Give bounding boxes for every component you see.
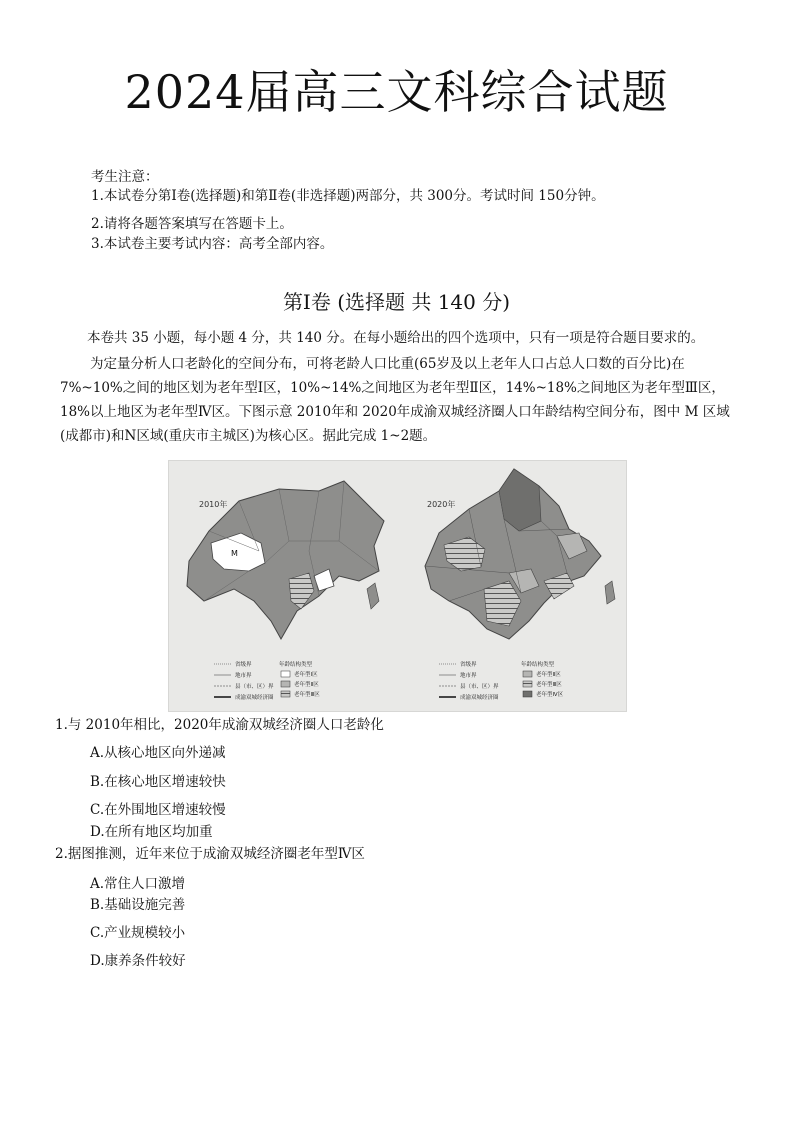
question-1-option-a: A.从核心地区向外递减 <box>90 745 226 761</box>
legend-right-boundary-3: 县（市、区）界 <box>460 684 499 690</box>
section-intro: 本卷共 35 小题，每小题 4 分，共 140 分。在每小题给出的四个选项中，只有一项是符合题目要求的。 <box>87 330 705 346</box>
question-1-stem: 1.与 2010年相比，2020年成渝双城经济圈人口老龄化 <box>55 717 384 733</box>
legend-right-types-heading: 年龄结构类型 <box>521 662 555 668</box>
question-context: 为定量分析人口老龄化的空间分布，可将老龄人口比重(65岁及以上老年人口占总人口数的百分比)在 7%~10%之间的地区划为老年型Ⅰ区，10%~14%之间地区为老年型Ⅱ区，14%~18%之间地区为老年型Ⅲ区，18%以上地区为老年型Ⅳ区。下图示意 2010年和 2020年成渝双城经济圈人口年龄结构空间分布，图中 M 区域(成都市)和N区域(重庆市主城区)为核心区。据此完成 1~2题。 <box>60 356 730 444</box>
question-2-stem: 2.据图推测，近年来位于成渝双城经济圈老年型Ⅳ区 <box>55 846 365 862</box>
legend-right-type-1: 老年型Ⅱ区 <box>536 672 561 678</box>
legend-left-types-heading: 年龄结构类型 <box>279 662 313 668</box>
legend-right-boundary-1: 省级界 <box>460 662 477 668</box>
legend-left-swatch-2 <box>281 681 290 687</box>
question-2-option-c: C.产业规模较小 <box>90 925 186 941</box>
notice-heading: 考生注意： <box>91 169 159 185</box>
population-age-map-figure <box>168 460 627 712</box>
legend-right-type-2: 老年型Ⅲ区 <box>536 682 562 688</box>
legend-left-swatch-1 <box>281 671 290 677</box>
notice-item-3: 3.本试卷主要考试内容：高考全部内容。 <box>91 236 334 252</box>
map-2020-island <box>605 581 615 604</box>
map-2010-m-label: M <box>231 549 238 558</box>
legend-right-boundary-4: 成渝双城经济圈 <box>460 695 499 701</box>
exam-title: 2024届高三文科综合试题 <box>124 65 669 119</box>
legend-left-boundary-4: 成渝双城经济圈 <box>235 695 274 701</box>
notice-item-1: 1.本试卷分第Ⅰ卷(选择题)和第Ⅱ卷(非选择题)两部分，共 300分。考试时间 150分钟。 <box>91 188 605 204</box>
question-2-option-d: D.康养条件较好 <box>90 953 186 969</box>
legend-right-swatch-2 <box>523 681 532 687</box>
section-title: 第Ⅰ卷 (选择题 共 140 分) <box>282 290 511 314</box>
question-2-option-b: B.基础设施完善 <box>90 897 186 913</box>
question-1-option-c: C.在外围地区增速较慢 <box>90 802 226 818</box>
legend-left-boundary-3: 县（市、区）界 <box>235 684 274 690</box>
question-1-option-d: D.在所有地区均加重 <box>90 824 213 840</box>
map-svg <box>169 461 626 711</box>
legend-left-type-3: 老年型Ⅲ区 <box>294 692 320 698</box>
map-2010-year-label: 2010年 <box>199 500 228 509</box>
legend-left-type-2: 老年型Ⅱ区 <box>294 682 319 688</box>
map-2010-island <box>367 583 379 609</box>
question-2-option-a: A.常住人口激增 <box>90 876 186 892</box>
legend-right-type-3: 老年型Ⅳ区 <box>536 692 564 698</box>
legend-right-swatch-1 <box>523 671 532 677</box>
question-1-option-b: B.在核心地区增速较快 <box>90 774 226 790</box>
legend-left-boundary-1: 省级界 <box>235 662 252 668</box>
legend-left-swatch-3 <box>281 691 290 697</box>
legend-right-swatch-3 <box>523 691 532 697</box>
notice-item-2: 2.请将各题答案填写在答题卡上。 <box>91 216 293 232</box>
legend-right-boundary-2: 地市界 <box>460 673 477 679</box>
legend-left-type-1: 老年型Ⅰ区 <box>294 672 318 678</box>
legend-left-boundary-2: 地市界 <box>235 673 252 679</box>
map-2020-year-label: 2020年 <box>427 500 456 509</box>
